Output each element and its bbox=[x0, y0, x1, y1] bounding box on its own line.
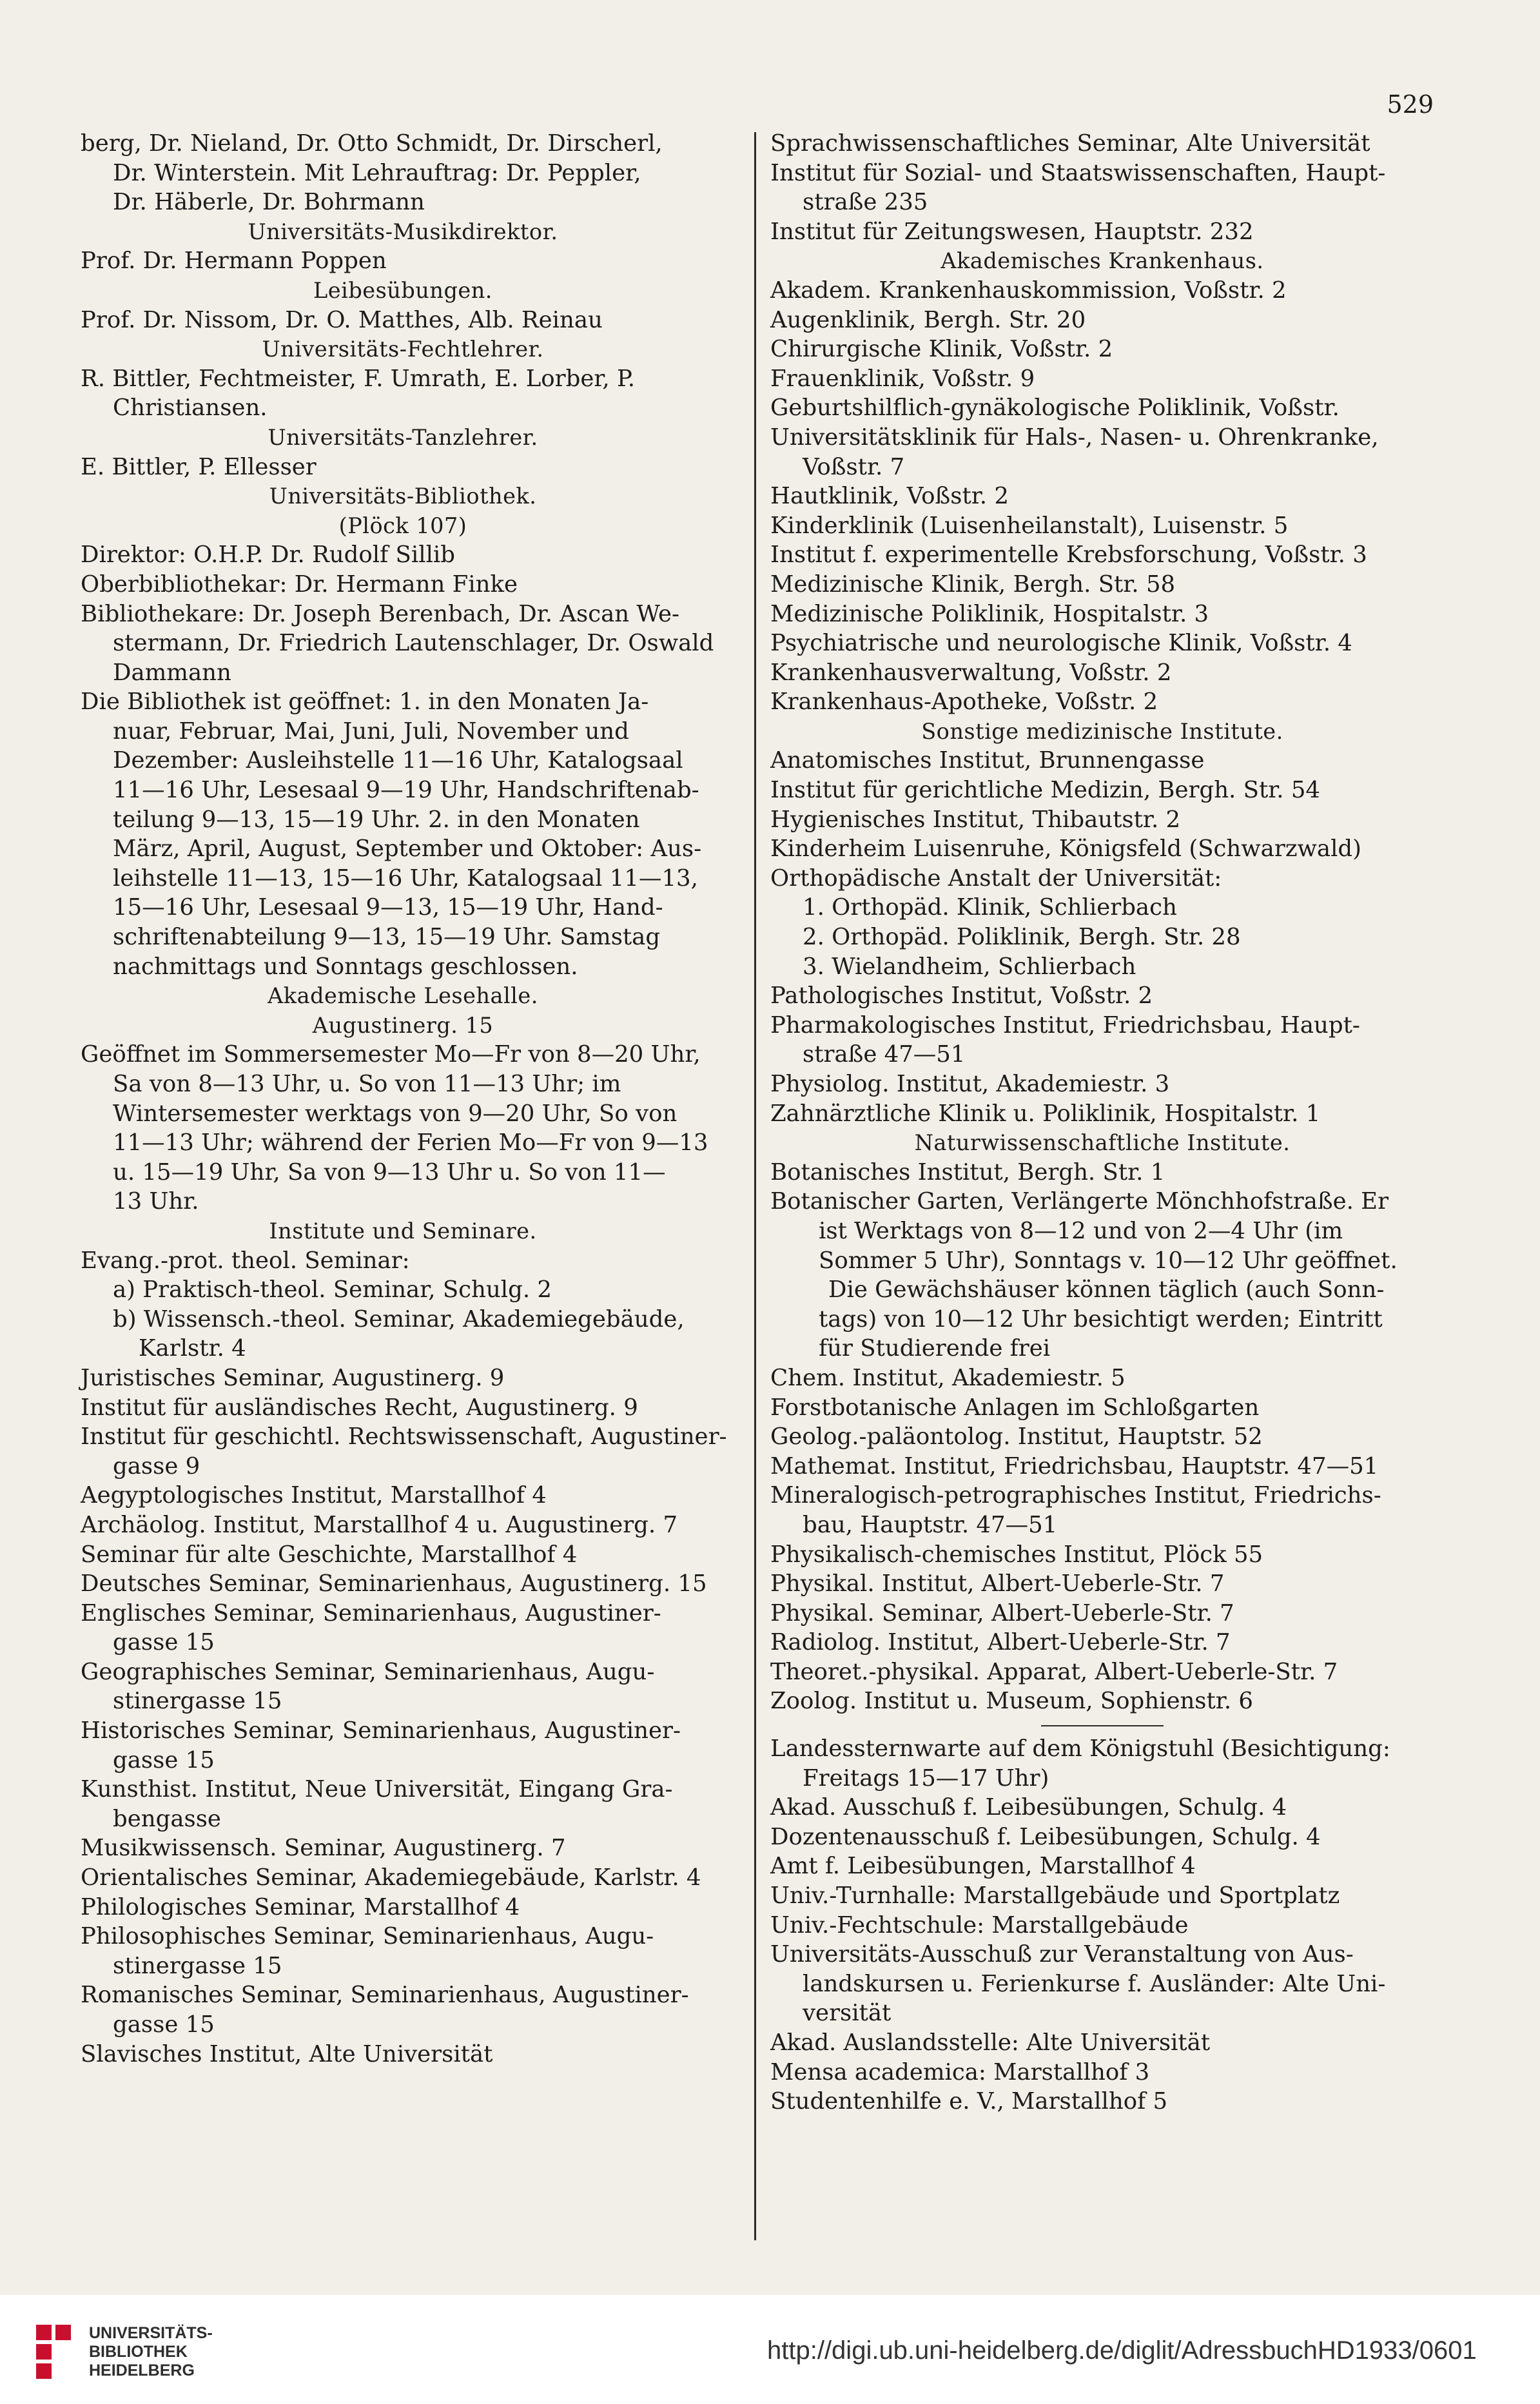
directory-entry-line: Englisches Seminar, Seminarienhaus, Augustiner- bbox=[81, 1599, 661, 1627]
directory-entry-line: ist Werktags von 8—12 und von 2—4 Uhr (im bbox=[819, 1217, 1343, 1244]
directory-entry-line: 3. Wielandheim, Schlierbach bbox=[803, 953, 1136, 980]
directory-entry-line: gasse 15 bbox=[113, 1746, 215, 1774]
directory-entry-line: Orientalisches Seminar, Akademiegebäude, Karlstr. 4 bbox=[81, 1864, 701, 1891]
section-heading: Universitäts-Tanzlehrer. bbox=[268, 424, 538, 450]
directory-entry-line: Sa von 8—13 Uhr, u. So von 11—13 Uhr; im bbox=[113, 1071, 621, 1097]
directory-entry-line: u. 15—19 Uhr, Sa von 9—13 Uhr u. So von 11— bbox=[113, 1158, 666, 1186]
directory-entry-line: Deutsches Seminar, Seminarienhaus, Augustinerg. 15 bbox=[81, 1570, 707, 1598]
left-column bbox=[81, 129, 725, 2069]
directory-entry-line: Institut f. experimentelle Krebsforschung, Voßstr. 3 bbox=[770, 542, 1367, 569]
directory-entry-line: Psychiatrische und neurologische Klinik, Voßstr. 4 bbox=[770, 630, 1352, 657]
directory-entry-line: Frauenklinik, Voßstr. 9 bbox=[770, 365, 1035, 392]
section-heading: Akademische Lesehalle. bbox=[268, 983, 538, 1009]
directory-entry-line: Institut für geschichtl. Rechtswissenschaft, Augustiner- bbox=[81, 1423, 727, 1451]
right-column bbox=[770, 129, 1434, 2116]
directory-entry-line: Sprachwissenschaftliches Seminar, Alte Universität bbox=[770, 130, 1370, 157]
section-heading: Universitäts-Musikdirektor. bbox=[248, 219, 558, 244]
directory-entry-line: Physiolog. Institut, Akademiestr. 3 bbox=[770, 1071, 1170, 1097]
directory-entry-line: Mineralogisch-petrographisches Institut, Friedrichs- bbox=[770, 1482, 1381, 1509]
directory-entry-line: Mathemat. Institut, Friedrichsbau, Hauptstr. 47—51 bbox=[770, 1452, 1379, 1480]
directory-entry-line: stermann, Dr. Friedrich Lautenschlager, Dr. Oswald bbox=[113, 630, 714, 657]
directory-entry-line: Augenklinik, Bergh. Str. 20 bbox=[770, 306, 1086, 333]
directory-entry-line: Medizinische Klinik, Bergh. Str. 58 bbox=[770, 571, 1176, 598]
directory-entry-line: Die Bibliothek ist geöffnet: 1. in den Monaten Ja- bbox=[81, 689, 649, 716]
directory-entry-line: Die Gewächshäuser können täglich (auch Sonn- bbox=[828, 1276, 1385, 1304]
directory-entry-line: Prof. Dr. Hermann Poppen bbox=[81, 248, 387, 275]
directory-entry-line: für Studierende frei bbox=[819, 1335, 1051, 1362]
directory-entry-line: Institut für ausländisches Recht, Augustinerg. 9 bbox=[81, 1394, 638, 1421]
directory-entry-line: Hygienisches Institut, Thibautstr. 2 bbox=[770, 806, 1181, 833]
directory-entry-line: Historisches Seminar, Seminarienhaus, Augustiner- bbox=[81, 1717, 681, 1744]
directory-entry-line: 11—16 Uhr, Lesesaal 9—19 Uhr, Handschriftenab- bbox=[113, 777, 699, 804]
directory-entry-line: Universitätsklinik für Hals-, Nasen- u. Ohrenkranke, bbox=[770, 424, 1379, 451]
directory-entry-line: 11—13 Uhr; während der Ferien Mo—Fr von 9—13 bbox=[113, 1129, 708, 1157]
directory-entry-line: Zoolog. Institut u. Museum, Sophienstr. 6 bbox=[770, 1688, 1254, 1715]
directory-entry-line: Voßstr. 7 bbox=[803, 453, 905, 480]
directory-entry-line: leihstelle 11—13, 15—16 Uhr, Katalogsaal 11—13, bbox=[113, 865, 698, 892]
directory-entry-line: Kunsthist. Institut, Neue Universität, Eingang Gra- bbox=[81, 1776, 673, 1803]
directory-entry-line: Univ.-Fechtschule: Marstallgebäude bbox=[770, 1911, 1189, 1939]
directory-entry-line: Universitäts-Ausschuß zur Veranstaltung von Aus- bbox=[770, 1941, 1354, 1968]
section-heading: Augustinerg. 15 bbox=[312, 1012, 494, 1038]
library-name-line: BIBLIOTHEK bbox=[89, 2343, 188, 2361]
directory-entry-line: schriftenabteilung 9—13, 15—19 Uhr. Samstag bbox=[113, 924, 661, 951]
library-name bbox=[89, 2324, 213, 2380]
directory-entry-line: Zahnärztliche Klinik u. Poliklinik, Hospitalstr. 1 bbox=[770, 1100, 1321, 1127]
directory-entry-line: Direktor: O.H.P. Dr. Rudolf Sillib bbox=[81, 542, 456, 569]
section-heading: Sonstige medizinische Institute. bbox=[921, 718, 1283, 744]
directory-entry-line: berg, Dr. Nieland, Dr. Otto Schmidt, Dr. Dirscherl, bbox=[81, 130, 663, 157]
section-heading: Akademisches Krankenhaus. bbox=[941, 248, 1264, 274]
directory-entry-line: bengasse bbox=[113, 1805, 221, 1832]
directory-entry-line: Romanisches Seminar, Seminarienhaus, Augustiner- bbox=[81, 1982, 689, 2009]
directory-entry-line: Akad. Ausschuß f. Leibesübungen, Schulg. 4 bbox=[770, 1794, 1287, 1821]
directory-entry-line: Kinderheim Luisenruhe, Königsfeld (Schwarzwald) bbox=[770, 836, 1362, 863]
directory-entry-line: Dozentenausschuß f. Leibesübungen, Schulg. 4 bbox=[770, 1823, 1321, 1850]
directory-entry-line: 1. Orthopäd. Klinik, Schlierbach bbox=[803, 894, 1177, 921]
directory-entry-line: stinergasse 15 bbox=[113, 1952, 282, 1979]
directory-entry-line: Bibliothekare: Dr. Joseph Berenbach, Dr. Ascan We- bbox=[81, 600, 679, 627]
section-heading: (Plöck 107) bbox=[338, 513, 467, 538]
section-heading: Universitäts-Fechtlehrer. bbox=[262, 337, 544, 362]
directory-entry-line: Sommer 5 Uhr), Sonntags v. 10—12 Uhr geöffnet. bbox=[819, 1247, 1398, 1274]
column-divider bbox=[754, 132, 756, 2240]
directory-entry-line: Chem. Institut, Akademiestr. 5 bbox=[770, 1364, 1126, 1391]
directory-entry-line: stinergasse 15 bbox=[113, 1688, 282, 1715]
directory-entry-line: 2. Orthopäd. Poliklinik, Bergh. Str. 28 bbox=[803, 924, 1241, 951]
directory-entry-line: landskursen u. Ferienkurse f. Ausländer: Alte Uni- bbox=[803, 1970, 1386, 1997]
directory-entry-line: Univ.-Turnhalle: Marstallgebäude und Sportplatz bbox=[770, 1882, 1340, 1910]
directory-entry-line: Krankenhaus-Apotheke, Voßstr. 2 bbox=[770, 689, 1158, 716]
source-url[interactable]: http://digi.ub.uni-heidelberg.de/diglit/AdressbuchHD1933/0601 bbox=[767, 2336, 1477, 2365]
directory-entry-line: tags) von 10—12 Uhr besichtigt werden; Eintritt bbox=[819, 1305, 1383, 1333]
directory-entry-line: Freitags 15—17 Uhr) bbox=[803, 1764, 1049, 1792]
directory-entry-line: Medizinische Poliklinik, Hospitalstr. 3 bbox=[770, 600, 1209, 627]
directory-entry-line: R. Bittler, Fechtmeister, F. Umrath, E. Lorber, P. bbox=[81, 365, 635, 392]
section-heading: Naturwissenschaftliche Institute. bbox=[914, 1130, 1291, 1156]
directory-entry-line: Akadem. Krankenhauskommission, Voßstr. 2 bbox=[770, 277, 1287, 304]
directory-entry-line: Wintersemester werktags von 9—20 Uhr, So von bbox=[113, 1100, 677, 1127]
directory-entry-line: Institut für gerichtliche Medizin, Bergh. Str. 54 bbox=[770, 777, 1321, 804]
directory-entry-line: März, April, August, September und Oktober: Aus- bbox=[113, 836, 702, 863]
directory-entry-line: nuar, Februar, Mai, Juni, Juli, November und bbox=[113, 718, 629, 745]
directory-entry-line: gasse 9 bbox=[113, 1452, 200, 1480]
directory-entry-line: Dr. Häberle, Dr. Bohrmann bbox=[113, 189, 425, 216]
page-number: 529 bbox=[1387, 90, 1434, 119]
directory-entry-line: Archäolog. Institut, Marstallhof 4 u. Augustinerg. 7 bbox=[81, 1511, 678, 1538]
directory-entry-line: versität bbox=[803, 2000, 892, 2027]
directory-entry-line: Botanischer Garten, Verlängerte Mönchhofstraße. Er bbox=[770, 1188, 1389, 1215]
directory-entry-line: Institut für Sozial- und Staatswissenschaften, Haupt- bbox=[770, 159, 1386, 186]
directory-entry-line: Dammann bbox=[113, 659, 231, 686]
directory-entry-line: Akad. Auslandsstelle: Alte Universität bbox=[770, 2029, 1211, 2056]
directory-entry-line: Kinderklinik (Luisenheilanstalt), Luisenstr. 5 bbox=[770, 512, 1289, 539]
directory-entry-line: Landessternwarte auf dem Königstuhl (Besichtigung: bbox=[770, 1735, 1390, 1763]
separator-line bbox=[1041, 1725, 1164, 1726]
directory-entry-line: Anatomisches Institut, Brunnengasse bbox=[770, 747, 1205, 774]
directory-entry-line: Seminar für alte Geschichte, Marstallhof 4 bbox=[81, 1541, 578, 1568]
directory-entry-line: Orthopädische Anstalt der Universität: bbox=[770, 865, 1222, 892]
directory-entry-line: Geöffnet im Sommersemester Mo—Fr von 8—20 Uhr, bbox=[81, 1041, 701, 1068]
directory-entry-line: Physikal. Institut, Albert-Ueberle-Str. 7 bbox=[770, 1570, 1225, 1598]
directory-entry-line: Dr. Winterstein. Mit Lehrauftrag: Dr. Peppler, bbox=[113, 159, 641, 186]
directory-entry-line: straße 47—51 bbox=[803, 1041, 966, 1068]
directory-entry-line: Philosophisches Seminar, Seminarienhaus, Augu- bbox=[81, 1923, 654, 1950]
directory-entry-line: Institut für Zeitungswesen, Hauptstr. 232 bbox=[770, 218, 1254, 245]
directory-entry-line: Christiansen. bbox=[113, 395, 268, 422]
section-heading: Institute und Seminare. bbox=[269, 1218, 537, 1244]
directory-entry-line: Mensa academica: Marstallhof 3 bbox=[770, 2058, 1150, 2086]
directory-entry-line: gasse 15 bbox=[113, 2011, 215, 2038]
directory-entry-line: nachmittags und Sonntags geschlossen. bbox=[113, 953, 578, 980]
directory-entry-line: gasse 15 bbox=[113, 1629, 215, 1656]
directory-entry-line: Juristisches Seminar, Augustinerg. 9 bbox=[81, 1364, 505, 1391]
directory-entry-line: Pharmakologisches Institut, Friedrichsbau, Haupt- bbox=[770, 1011, 1360, 1039]
section-heading: Universitäts-Bibliothek. bbox=[269, 484, 537, 509]
directory-entry-line: Radiolog. Institut, Albert-Ueberle-Str. 7 bbox=[770, 1629, 1231, 1656]
directory-entry-line: Dezember: Ausleihstelle 11—16 Uhr, Katalogsaal bbox=[113, 747, 683, 774]
directory-entry-line: Physikalisch-chemisches Institut, Plöck 55 bbox=[770, 1541, 1263, 1568]
directory-entry-line: Studentenhilfe e. V., Marstallhof 5 bbox=[770, 2088, 1168, 2115]
directory-entry-line: 15—16 Uhr, Lesesaal 9—13, 15—19 Uhr, Hand- bbox=[113, 894, 663, 921]
directory-entry-line: teilung 9—13, 15—19 Uhr. 2. in den Monaten bbox=[113, 806, 640, 833]
directory-entry-line: Hautklinik, Voßstr. 2 bbox=[770, 483, 1009, 510]
directory-entry-line: Physikal. Seminar, Albert-Ueberle-Str. 7 bbox=[770, 1599, 1234, 1627]
directory-entry-line: Botanisches Institut, Bergh. Str. 1 bbox=[770, 1158, 1165, 1186]
university-library-logo-icon bbox=[32, 2321, 83, 2383]
directory-entry-line: straße 235 bbox=[803, 189, 928, 216]
directory-entry-line: Theoret.-physikal. Apparat, Albert-Ueberle-Str. 7 bbox=[770, 1658, 1338, 1685]
directory-entry-line: Evang.-prot. theol. Seminar: bbox=[81, 1247, 410, 1274]
directory-entry-line: Geburtshilflich-gynäkologische Poliklinik, Voßstr. bbox=[770, 395, 1340, 422]
directory-entry-line: Karlstr. 4 bbox=[139, 1335, 246, 1362]
directory-entry-line: Krankenhausverwaltung, Voßstr. 2 bbox=[770, 659, 1172, 686]
directory-entry-line: Oberbibliothekar: Dr. Hermann Finke bbox=[81, 571, 518, 598]
directory-entry-line: Geographisches Seminar, Seminarienhaus, Augu- bbox=[81, 1658, 655, 1685]
directory-entry-line: Geolog.-paläontolog. Institut, Hauptstr. 52 bbox=[770, 1423, 1263, 1451]
directory-entry-line: 13 Uhr. bbox=[113, 1188, 199, 1215]
directory-entry-line: Slavisches Institut, Alte Universität bbox=[81, 2040, 493, 2067]
directory-entry-line: Musikwissensch. Seminar, Augustinerg. 7 bbox=[81, 1835, 566, 1862]
directory-entry-line: b) Wissensch.-theol. Seminar, Akademiegebäude, bbox=[113, 1305, 685, 1333]
directory-entry-line: a) Praktisch-theol. Seminar, Schulg. 2 bbox=[113, 1276, 552, 1304]
directory-entry-line: Aegyptologisches Institut, Marstallhof 4 bbox=[81, 1482, 547, 1509]
directory-entry-line: E. Bittler, P. Ellesser bbox=[81, 453, 317, 480]
directory-entry-line: bau, Hauptstr. 47—51 bbox=[803, 1511, 1058, 1538]
directory-entry-line: Amt f. Leibesübungen, Marstallhof 4 bbox=[770, 1853, 1196, 1880]
footer-bar bbox=[0, 2295, 1540, 2404]
directory-entry-line: Chirurgische Klinik, Voßstr. 2 bbox=[770, 336, 1113, 363]
directory-entry-line: Forstbotanische Anlagen im Schloßgarten bbox=[770, 1394, 1260, 1421]
directory-entry-line: Prof. Dr. Nissom, Dr. O. Matthes, Alb. Reinau bbox=[81, 306, 603, 333]
directory-entry-line: Pathologisches Institut, Voßstr. 2 bbox=[770, 982, 1153, 1010]
section-heading: Leibesübungen. bbox=[313, 277, 492, 303]
library-name-line: UNIVERSITÄTS- bbox=[89, 2324, 213, 2342]
library-name-line: HEIDELBERG bbox=[89, 2361, 195, 2380]
directory-entry-line: Philologisches Seminar, Marstallhof 4 bbox=[81, 1893, 520, 1920]
